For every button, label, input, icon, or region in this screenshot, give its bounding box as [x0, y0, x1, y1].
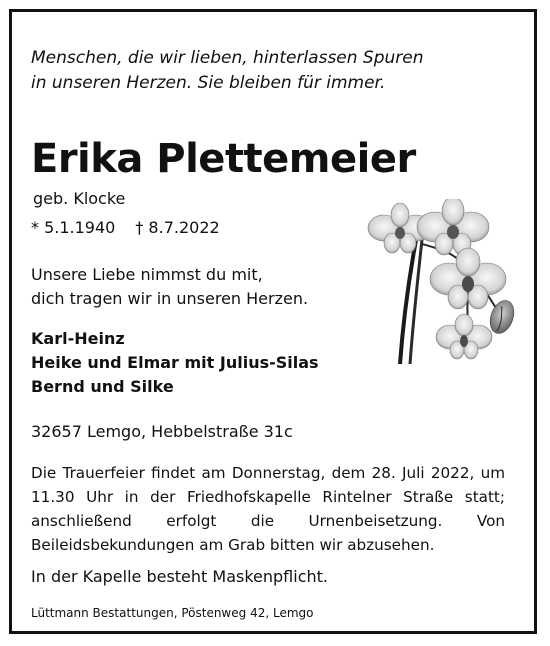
undertaker-info: Lüttmann Bestattungen, Pöstenweg 42, Lemgo	[31, 606, 314, 620]
mourner-entry: Bernd und Silke	[31, 377, 174, 396]
birth-date: * 5.1.1940	[31, 218, 116, 237]
mourner-entry: Karl-Heinz	[31, 329, 125, 348]
life-dates	[31, 218, 220, 237]
family-address: 32657 Lemgo, Hebbelstraße 31c	[31, 422, 293, 441]
mask-notice: In der Kapelle besteht Maskenpflicht.	[31, 567, 328, 586]
quote-line-2: in unseren Herzen. Sie bleiben für immer.	[31, 73, 386, 93]
orchid-branch-icon	[360, 199, 520, 369]
mourners-list	[31, 327, 319, 399]
service-details: Die Trauerfeier findet am Donnerstag, dem 28. Juli 2022, um 11.30 Uhr in der Friedhofskapelle Rintelner Straße statt; anschließend erfolgt die Urnenbeisetzung. Von Beileidsbekundungen am Grab bitten wir abzusehen.	[31, 464, 505, 554]
death-date: † 8.7.2022	[135, 218, 220, 237]
verse-line-1: Unsere Liebe nimmst du mit,	[31, 265, 263, 284]
quote-line-1: Menschen, die wir lieben, hinterlassen Spuren	[31, 48, 424, 68]
verse-line-2: dich tragen wir in unseren Herzen.	[31, 289, 309, 308]
mourner-entry: Heike und Elmar mit Julius-Silas	[31, 353, 319, 372]
memorial-verse	[31, 263, 308, 311]
deceased-name: Erika Plettemeier	[31, 136, 416, 182]
memorial-quote	[31, 46, 424, 96]
maiden-name: geb. Klocke	[33, 189, 126, 208]
obituary-card	[9, 9, 537, 634]
